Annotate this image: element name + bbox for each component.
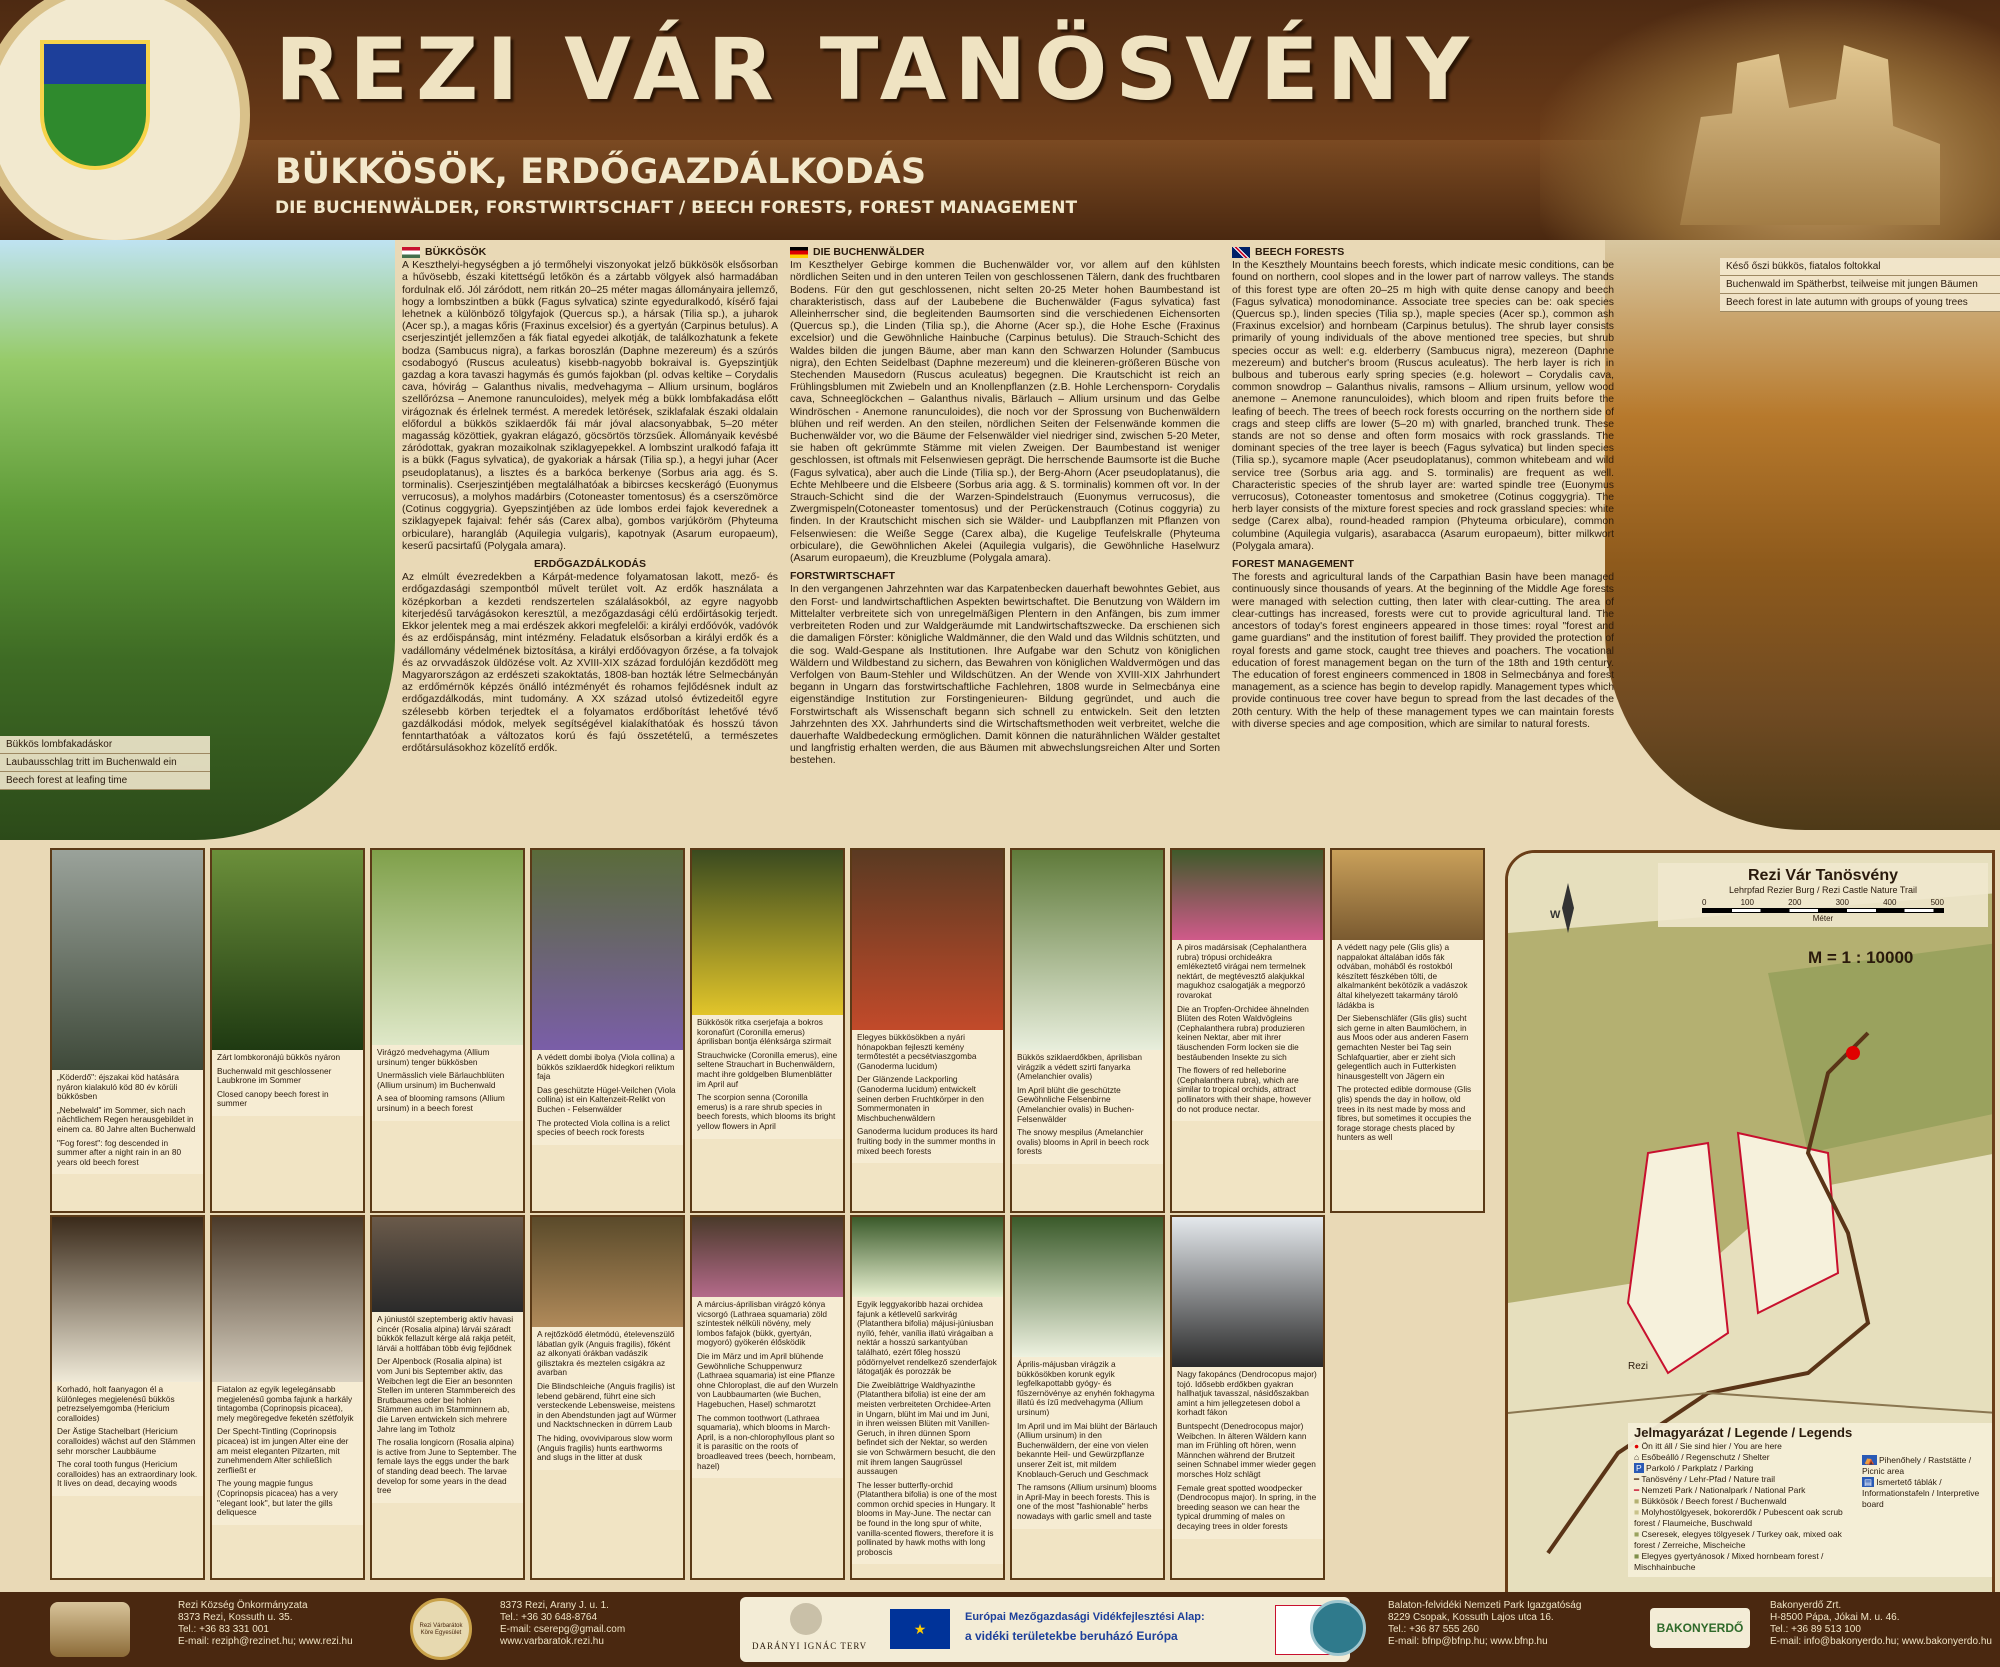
species-photo bbox=[372, 1217, 523, 1312]
sponsor-line: Tel.: +36 87 555 260 bbox=[1388, 1624, 1479, 1635]
text-column-english bbox=[1232, 246, 1614, 736]
varbaratok-logo-icon bbox=[410, 1598, 472, 1660]
species-photo bbox=[692, 1217, 843, 1297]
sponsor-line: H-8500 Pápa, Jókai M. u. 46. bbox=[1770, 1612, 1900, 1623]
varbaratok-logo-text: Rezi Várbarátok Köre Egyesület bbox=[419, 1623, 463, 1636]
caption-en: The ramsons (Allium ursinum) blooms in April-May in beech forests. This is one of the most "fashionable" herbs nowadays with garlic smell and taste bbox=[1017, 1482, 1157, 1521]
tile-caption bbox=[52, 1070, 203, 1174]
caption-de: Unermässlich viele Bärlauchblüten (Allium ursinum) im Buchenwald bbox=[377, 1070, 505, 1090]
species-photo bbox=[852, 850, 1003, 1030]
hungarian-flag-icon bbox=[402, 247, 420, 258]
legend-label: Cseresek, elegyes tölgyesek / Turkey oak, mixed oak forest / Zerreiche, Mischeiche bbox=[1634, 1529, 1842, 1550]
sponsor-bakonyerdo bbox=[1770, 1600, 1992, 1648]
legend-item-turkey-oak bbox=[1634, 1529, 1856, 1551]
sponsor-line: www.varbaratok.rezi.hu bbox=[500, 1636, 604, 1647]
text-column-german bbox=[790, 246, 1220, 773]
sponsor-line: 8373 Rezi, Kossuth u. 35. bbox=[178, 1612, 293, 1623]
species-photo bbox=[52, 1217, 203, 1382]
legend-item-beech bbox=[1634, 1496, 1856, 1507]
caption-en: The hiding, ovoviviparous slow worm (Anguis fragilis) hunts earthworms and slugs in the litter at dusk bbox=[537, 1432, 673, 1463]
tile-caption bbox=[1012, 1050, 1163, 1164]
caption-hu: Bükkös lombfakadáskor bbox=[0, 736, 210, 754]
species-photo bbox=[532, 850, 683, 1050]
caption-de: Der Alpenbock (Rosalia alpina) ist vom Juni bis September aktiv, das Weibchen legt die Eier an besonnten Stellen im unteren Stammbereich des Brutbaumes oder bei hohlen Stämmen auch im Stamminnern ab, die Larven entwickeln sich mehrere Jahre lang im Totholz bbox=[377, 1356, 516, 1434]
legend-label: Ön itt áll / Sie sind hier / You are here bbox=[1641, 1441, 1782, 1451]
caption-de: Die im März und im April blühende Gewöhnliche Schuppenwurz (Lathraea squamaria) ist eine Pflanze ohne Chloroplast, die auf den Wurzeln von Laubbaumarten (wie Buchen, Hagebuchen, Hasel) schmarotzt bbox=[697, 1350, 838, 1409]
caption-en: Female great spotted woodpecker (Dendrocopus major). In spring, in the breeding season we can hear the typical drumming of males on decaying trees in older forests bbox=[1177, 1482, 1317, 1531]
caption-hu: A március-áprilisban virágzó kónya vicsorgó (Lathraea squamaria) zöld színtestek nélküli növény, mely lombos fafajok (bükk, gyertyán, mogyoró) gyökerén élősködik bbox=[697, 1299, 828, 1348]
body-beech-forests-hu: A Keszthelyi-hegységben a jó termőhelyi viszonyokat jelző bükkösök elsősorban a hűvösebb, északi kitettségű letőkön és a zártabb völgyek alsó harmadában fordulnak elő. Jól záródott, nem ritkán 20–25 méter magas állományaira jellemző, hogy a lombszintben a bükk (Fagus sylvatica) szinte egyeduralkodó, kísérő fajai lehetnek a különböző tölgyfajok (Quercus sp.), a hársak (Tilia sp.), a juharok (Acer sp.), a magas kőris (Fraxinus excelsior) és a gyertyán (Carpinus betulus). A cserjeszintjét jellemzően a fák fiatal egyedei alkotják, de találkozhatunk a fekete bodza (Sambucus nigra), a farkas boroszlán (Daphne mezereum) és a szúrós csodabogyó (Ruscus aculeatus) kisebb-nagyobb bokraival is. Gyepszintjük gazdag a kora tavaszi hagymás és gumós fajokban (pl. odvas keltike – Corydalis cava, hóvirág – Galanthus nivalis, medvehagyma – Allium ursinum, bogláros szellőrózsa – Anemone ranunculoides), melyek még a bükk lombfakadása előtt virágoznak és érlelnek termést. A meredek letörések, sziklafalak északi oldalain előfordul a bükkös sziklaerdők fái már jóval alacsonyabbak, 5–20 méter magasság közöttiek, gyakran elágazó, göcsörtös törzsűek. Állományaik kevésbé záródottak, gyakran mozaikolnak sziklagyepekkel. A lombszint uralkodó fafaja itt is a bükk (Fagus sylvatica), de gyakoriak a hársak (Tilia sp.), a hegyi juhar (Acer pseudoplatanus), a lisztes és a barkóca berkenye (Sorbus aria agg. és S. torminalis). Cserjeszintjében megtalálhatóak a bibircses kecskerágó (Euonymus verrucosus), a molyhos madárbirs (Cotoneaster tomentosus) és a cserszömörce (Cotinus coggygria). Gyepszintjében az üde lombos erdei fajok keverednek a sziklagyepek fajaival: fehér sás (Carex alba), gombos varjúköröm (Phyteuma orbiculare), harangláb (Aquilegia vulgaris), kapotnyak (Asarum europaeum), keserű pacsirtafű (Polygala amara). bbox=[402, 260, 778, 552]
caption-de: Buchenwald im Spätherbst, teilweise mit jungen Bäumen bbox=[1720, 276, 2000, 294]
red-line-icon: ━ bbox=[1634, 1485, 1640, 1495]
daranyi-portrait-icon bbox=[790, 1603, 822, 1635]
tile-caption bbox=[692, 1297, 843, 1478]
tile-caption bbox=[852, 1297, 1003, 1564]
sponsor-line: 8229 Csopak, Kossuth Lajos utca 16. bbox=[1388, 1612, 1554, 1623]
caption-de: Laubausschlag tritt im Buchenwald ein bbox=[0, 754, 210, 772]
legend-title: Jelmagyarázat / Legende / Legends bbox=[1634, 1425, 1853, 1440]
body-forest-management-hu: Az elmúlt évezredekben a Kárpát-medence folyamatosan lakott, mező- és erdőgazdasági szempontból művelt terület volt. Az erdők használata a középkorban a kezdeti rendszertelen szálalásokból, az egyre nagyobb kiterjedésű tarvágásokon keresztül, a mezőgazdasági célú erdőirtásokig terjedt. Ekkor jelentek meg a mai erdészek akkori megfelelői: a királyi erdőóvók, vadóvók és az erdőispánság, mint intézmény. Feladatuk elsősorban a királyi erdők és a vadállomány védelmének biztosítása, a királyi erdőóvagyon őrzése, a fa tolvajok és az orvvadászok üldözése volt. Az XVIII-XIX század fordulóján kezdődött meg Magyarországon az erdészeti szakoktatás, 1808-ban hozták létre Selmecbányán az erdőmérnök képzés önálló intézményét és rohamos fejlődésnek indult az erdőgazdálkodás, mint tudomány. A XX század utolsó évtizedeitől egyre szélesebb körben terjedtek el a folyamatos erdőborítást lehetővé tévő gazdálkodási módok, melyek segítségével kialakíthatóak és hosszú távon fenntarthatóak a változatos korú és fajú összetételű, a természetes erdőtársulásokhoz közelítő erdők. bbox=[402, 572, 778, 755]
map-town-label: Rezi bbox=[1628, 1361, 1649, 1372]
scale-tick: 500 bbox=[1930, 898, 1944, 907]
body-forest-management-en: The forests and agricultural lands of the Carpathian Basin have been managed continuously since thousands of years. At the beginning of the Middle Age forests were managed with selection cutting, then later with clear-cutting. The area of clear-cuttings has increased, forests were cut to provide agricultural land. The ancestors of today's forest engineers appeared in those times: royal "forest and game guardians" and the institution of forest bailiff. They provided the protection of royal forests and game stock, caught tree thieves and poachers. The vocational education of forest management began on the turn of the 18th and 19th century. The education of forest engineers commenced in 1808 in Selmecbánya and forest management, as a science has begin to develop rapidly. Management types which provide continuous tree cover have begun to spread from the last decades of the 20th century. With the help of these management types we can maintain forests with diverse species and age composition, which are similar to natural forests. bbox=[1232, 572, 1614, 730]
caption-de: Der Siebenschläfer (Glis glis) sucht sich gerne in alten Baumlöchern, in aus Moos oder aus anderen Fasern gemachten Nester bei Tag sein Schlafquartier, aber er zieht sich gelegentlich auch in Futterkisten hinausgestellt von Jägern ein bbox=[1337, 1013, 1469, 1081]
sponsor-line: Balaton-felvidéki Nemzeti Park Igazgatóság bbox=[1388, 1600, 1582, 1611]
map-title: Rezi Vár Tanösvény bbox=[1748, 867, 1898, 884]
legend-item-board bbox=[1862, 1477, 1987, 1510]
area-swatch-icon: ■ bbox=[1634, 1529, 1640, 1539]
heading-beech-forests-en: BEECH FORESTS bbox=[1255, 246, 1345, 258]
caption-hu: Virágzó medvehagyma (Allium ursinum) tenger bükkösben bbox=[377, 1047, 490, 1067]
caption-hu: Késő őszi bükkös, fiatalos foltokkal bbox=[1720, 258, 2000, 276]
page-subtitle: BÜKKÖSÖK, ERDŐGAZDÁLKODÁS bbox=[275, 152, 927, 192]
body-forest-management-de: In den vergangenen Jahrzehnten war das Karpatenbecken dauerhaft bewohntes Gebiet, aus den Forst- und landwirtschaftlichen Aspekten bewirtschaftet. Die Benutzung von Wäldern im Mittelalter verbreitete sich von unregelmäßigen Plentern in den Anfängen, bis zum immer verbreiteten Roden und zur Waldgeräumde mit Landwirtschaftszwecke. Da erschienen sich die damaligen Förster: königliche Waldmänner, die den Wald und das Wildnis schützten, und die sog. Wald-Gespane als Institutionen. Ihre Aufgabe war den Schutz von königlichen Wäldern und Wildbestand zu sichern, das Bewahren von königlichen Waldvermögen und das Verfolgen von Baum-Stehler und Wildschützen. An der Wende von XVIII-XIX Jahrhundert begann in Ungarn das forstwirtschaftliche Fachlehren, 1808 wurde in Selmecbánya eine eigenständige Institution zur Forstingenieuren- Bildung gegründet, und auch die Forstwirtschaft als Wissenschaft begann sich schnell zu entwickeln. Seit den letzten Jahrzehnten des XX. Jahrhunderts sind die Wirtschaftsmethoden weit verbreitet, welche die dauerhafte Waldbedeckung ermöglichen. Damit können die naturähnlichen Wälder gestaltet und langfristig erhalten werden, die aus Bäumen mit abwechslungsreichen Alter und Sorten bestehen. bbox=[790, 584, 1220, 767]
caption-hu: Nagy fakopáncs (Dendrocopus major) tojó. Idősebb erdőkben gyakran hallhatjuk tavasszal, násidőszakban amint a him jellegzetesen dobol a korhadt fákon bbox=[1177, 1369, 1317, 1418]
parking-icon: P bbox=[1636, 1463, 1642, 1473]
caption-hu: A júniustól szeptemberig aktív havasi cincér (Rosalia alpina) lárvái száradt bükkök fellazult kérge alá rakja petéit, lárvái a holtfában több évig fejlődnek bbox=[377, 1314, 516, 1353]
caption-hu: Április-májusban virágzik a bükkösökben korunk egyik legfelkapottabb gyógy- és fűszernövénye az enyhén fokhagyma illatú és ízű medvehagyma (Allium ursinum) bbox=[1017, 1359, 1155, 1417]
legend-item-you-are-here bbox=[1634, 1441, 1856, 1452]
legend-label: Bükkösök / Beech forest / Buchenwald bbox=[1641, 1496, 1787, 1506]
caption-en: The protected Viola collina is a relict species of beech rock forests bbox=[537, 1117, 670, 1138]
legend-label: Esőbeálló / Regenschutz / Shelter bbox=[1641, 1452, 1770, 1462]
species-photo bbox=[852, 1217, 1003, 1297]
caption-hu: A piros madársisak (Cephalanthera rubra) trópusi orchideákra emlékeztető virágai nem termelnek nektárt, de megtévesztő alakjukkal magukhoz csalogatják a megporzó rovarokat bbox=[1177, 942, 1307, 1000]
sponsor-line: 8373 Rezi, Arany J. u. 1. bbox=[500, 1600, 609, 1611]
caption-de: Buchenwald mit geschlossener Laubkrone im Sommer bbox=[217, 1065, 332, 1086]
bakonyerdo-logo: BAKONYERDŐ bbox=[1650, 1608, 1750, 1648]
sponsor-rezi-municipality bbox=[178, 1600, 353, 1648]
caption-en: The young magpie fungus (Coprinopsis picacea) has a very "elegant look", but later the gills deliquesce bbox=[217, 1478, 338, 1518]
scale-tick: 400 bbox=[1883, 898, 1897, 907]
map-scale-bar bbox=[1702, 908, 1944, 913]
legend-column-right bbox=[1862, 1441, 1987, 1573]
tile-caption bbox=[212, 1050, 363, 1116]
caption-en: Beech forest in late autumn with groups of young trees bbox=[1720, 294, 2000, 312]
species-photo bbox=[1172, 1217, 1323, 1367]
caption-en: The protected edible dormouse (Glis glis) spends the day in hollow, old trees in its nest made by moss and fibres, but sometimes it occupies the forage storage chests placed by hunters as well bbox=[1337, 1084, 1472, 1143]
caption-hu: Elegyes bükkösökben a nyári hónapokban fejleszti kemény termőtestét a pecsétviaszgomba (Ganoderma lucidum) bbox=[857, 1032, 977, 1071]
tile-caption bbox=[372, 1312, 523, 1503]
legend-label: Nemzeti Park / Nationalpark / National Park bbox=[1641, 1485, 1806, 1495]
sponsor-varbaratok bbox=[500, 1600, 625, 1648]
heading-beech-forests-hu: BÜKKÖSÖK bbox=[425, 246, 487, 258]
legend-item-pubescent-oak bbox=[1634, 1507, 1856, 1529]
bfnp-logo-icon bbox=[1310, 1600, 1366, 1656]
german-flag-icon bbox=[790, 247, 808, 258]
caption-en: The coral tooth fungus (Hericium coralloides) has an extraordinary look. It lives on dead, decaying woods bbox=[57, 1459, 198, 1489]
photo-tile bbox=[1170, 848, 1325, 1213]
scale-tick: 100 bbox=[1740, 898, 1754, 907]
species-photo bbox=[692, 850, 843, 1015]
eu-funding-box bbox=[740, 1597, 1350, 1662]
map-scale-ticks bbox=[1702, 898, 1944, 907]
caption-hu: Fiatalon az egyik legelegánsabb megjelenésű gomba fajunk a harkály tintagomba (Coprinopsis picacea), mely megöregedve feketén szétfolyik bbox=[217, 1384, 354, 1423]
red-dot-icon: ● bbox=[1634, 1441, 1640, 1451]
caption-hu: A védett dombi ibolya (Viola collina) a bükkös sziklaerdők hidegkori reliktum faja bbox=[537, 1052, 675, 1082]
caption-de: Das geschützte Hügel-Veilchen (Viola collina) ist ein Kaltenzeit-Relikt von Buchen - Felsenwälder bbox=[537, 1084, 676, 1114]
caption-de: Die an Tropfen-Orchidee ähnelnden Blüten des Roten Waldvögleins (Cephalanthera rubra) produzieren keinen Nektar, aber mit ihrer täuschenden Form locken sie die bestäubenden Insekte zu sich bbox=[1177, 1003, 1309, 1062]
legend-label: Pihenőhely / Raststätte / Picnic area bbox=[1862, 1455, 1972, 1476]
sponsor-line: E-mail: bfnp@bfnp.hu; www.bfnp.hu bbox=[1388, 1636, 1548, 1647]
heading-forest-management-en: FOREST MANAGEMENT bbox=[1232, 558, 1354, 571]
sponsors-footer bbox=[0, 1592, 2000, 1667]
tile-caption bbox=[692, 1015, 843, 1139]
species-photo bbox=[1012, 850, 1163, 1050]
species-photo bbox=[372, 850, 523, 1045]
caption-de: „Nebelwald" im Sommer, sich nach nächtlichem Regen herausgebildet in einem ca. 80 Jahre alten Buchenwald bbox=[57, 1104, 196, 1134]
compass-label: W bbox=[1550, 909, 1561, 921]
caption-de: Der Glänzende Lackporling (Ganoderma lucidum) entwickelt seinen derben Fruchtkörper in den Sommermonaten in Mischbuchenwäldern bbox=[857, 1074, 984, 1123]
legend-column-left bbox=[1634, 1441, 1856, 1573]
eu-flag-icon: ★ bbox=[890, 1609, 950, 1649]
species-photo bbox=[212, 1217, 363, 1382]
caption-en: The lesser butterfly-orchid (Platanthera bifolia) is one of the most common orchid species in Hungary. It blooms in May-June. The nectar can be found in the long spur of white, vanilla-scented flowers, therefore it is pollinated by hawk moths with long proboscis bbox=[857, 1479, 997, 1557]
legend-label: Ismertető táblák / Informationstafeln / Interpretive board bbox=[1862, 1477, 1980, 1509]
caption-hu: Zárt lombkoronájú bükkös nyáron bbox=[217, 1052, 341, 1062]
species-photo bbox=[52, 850, 203, 1070]
left-photo-caption bbox=[0, 736, 210, 790]
legend-item-parking bbox=[1634, 1463, 1856, 1474]
right-photo-caption bbox=[1720, 258, 2000, 312]
legend-item-shelter bbox=[1634, 1452, 1856, 1463]
sponsor-line: Tel.: +36 30 648-8764 bbox=[500, 1612, 598, 1623]
scale-tick: 0 bbox=[1702, 898, 1707, 907]
body-beech-forests-en: In the Keszthely Mountains beech forests, which indicate mesic conditions, can be found on northern, cool slopes and in the lower part of narrow valleys. The stands of this forest type are often 20–25 m high with quite dense canopy and beech (Fagus sylvatica) monodominance. Associate tree species can be: oak species (Quercus sp.), linden species (Tilia sp.), maple species (Acer sp.), common ash (Fraxinus excelsior) and hornbeam (Carpinus betulus). The shrub layer consists primarily of young individuals of the above mentioned tree species, but shrub species occur as well: e.g. elderberry (Sambucus nigra), mezereon (Daphne mezereum) and butcher's broom (Ruscus aculeatus). The herb layer is rich in bulbous and tuberous early spring species (e.g. holewort – Corydalis cava, common snowdrop – Galanthus nivalis, ramsons – Allium ursinum, yellow wood anemone – Anemone ranunculoides), which bloom and ripen fruits before the leafing of beech. The trees of beech rock forests occurring on the northern side of crags and steep cliffs are lower (5–20 m) with gnarled, branched trunk. These stands are not so dense and often form mosaics with rock grasslands. The dominant species of the tree layer is beech (Fagus sylvatica) but linden species (Tilia sp.), sycamore maple (Acer pseudoplatanus), common whitebeam and wild service tree (Sorbus aria agg. and S. torminalis) are frequent as well. Characteristic species of the shrub layer are: warted spindle tree (Euonymus verrucosus), Cotoneaster tomentosus and smoketree (Cotinus coggygria). The herb layer consists of the mixture forest species and rock grassland species: white sedge (Carex alba), round-headed rampion (Phyteuma orbiculare), common columbine (Aquilegia vulgaris), asarabacca (Asarum europaeum), bitter milkwort (Polygala amara). bbox=[1232, 260, 1614, 552]
caption-hu: A védett nagy pele (Glis glis) a nappalokat általában idős fák odvában, moháből és rostokból készített fészkében tölti, de alkalmanként bekötözik a vadászok által kihelyezett takarmány tároló ládákba is bbox=[1337, 942, 1468, 1010]
legend-item-trail bbox=[1634, 1474, 1856, 1485]
photo-tile bbox=[690, 848, 845, 1213]
shelter-icon: ⌂ bbox=[1634, 1452, 1640, 1462]
caption-en: The snowy mespilus (Amelanchier ovalis) blooms in April in beech rock forests bbox=[1017, 1127, 1149, 1157]
legend-label: Elegyes gyertyánosok / Mixed hornbeam forest / Mischhainbuche bbox=[1634, 1551, 1824, 1572]
caption-de: Die Blindschleiche (Anguis fragilis) ist lebend gebärend, führt eine sich versteckende Lebensweise, meistens in den Abendstunden jagt auf Würmer und Nacktschnecken in dürrem Laub bbox=[537, 1380, 677, 1430]
caption-hu: Bükkösök ritka cserjefaja a bokros koronafürt (Coronilla emerus) áprilisban bontja élénksárga szirmait bbox=[697, 1017, 832, 1047]
caption-de: Buntspecht (Denedrocopus major) Weibchen. In älteren Wäldern kann man im Frühling oft hören, wenn Männchen während der Brutzeit seinen Schnabel immer wieder gegen morsches Holz schlägt bbox=[1177, 1420, 1316, 1479]
caption-hu: Bükkös sziklaerdőkben, áprilisban virágzik a védett szirti fanyarka (Amelanchier ovalis) bbox=[1017, 1052, 1142, 1082]
rezi-castle-logo-icon bbox=[50, 1602, 130, 1657]
tile-caption bbox=[852, 1030, 1003, 1163]
map-subtitle: Lehrpfad Rezier Burg / Rezi Castle Nature Trail bbox=[1728, 885, 1918, 895]
photo-tile bbox=[210, 848, 365, 1213]
sponsor-line: E-mail: cserepg@gmail.com bbox=[500, 1624, 626, 1635]
caption-de: Im April und im Mai blüht der Bärlauch (Allium ursinum) in den Buchenwäldern, der eine von vielen bekannte Heil- und Gewürzpflanze unserer Zeit ist, mit mildem Knoblauch-Geruch und Geschmack bbox=[1017, 1420, 1158, 1479]
photo-tile bbox=[530, 848, 685, 1213]
photo-tile bbox=[370, 1215, 525, 1580]
heading-forest-management-de: FORSTWIRTSCHAFT bbox=[790, 570, 895, 583]
map-legend bbox=[1628, 1423, 1993, 1577]
legend-item-national-park bbox=[1634, 1485, 1856, 1496]
caption-en: The rosalia longicorn (Rosalia alpina) is active from June to September. The female lays the eggs under the bark of standing dead beech. The larvae develop for some years in the dead tree bbox=[377, 1437, 517, 1496]
scale-tick: 200 bbox=[1788, 898, 1802, 907]
trail-map bbox=[1505, 850, 1995, 1595]
uk-flag-icon bbox=[1232, 247, 1250, 258]
photo-tile bbox=[50, 1215, 205, 1580]
legend-item-picnic bbox=[1862, 1455, 1987, 1477]
sponsor-line: E-mail: reziph@rezinet.hu; www.rezi.hu bbox=[178, 1636, 353, 1647]
species-photo bbox=[212, 850, 363, 1050]
caption-en: Ganoderma lucidum produces its hard fruiting body in the summer months in mixed beech forests bbox=[857, 1126, 998, 1156]
photo-tile bbox=[850, 848, 1005, 1213]
tile-caption bbox=[1172, 940, 1323, 1121]
legend-label: Tanösvény / Lehr-Pfad / Nature trail bbox=[1641, 1474, 1776, 1484]
tile-caption bbox=[1172, 1367, 1323, 1539]
species-photo bbox=[1172, 850, 1323, 940]
tile-caption bbox=[1012, 1357, 1163, 1529]
caption-hu: Egyik leggyakoribb hazai orchidea fajunk a kétlevelű sarkvirág (Platanthera bifolia) májusi-júniusban nyíló, fehér, vanília illatú virágaiban a nektár a hosszú sarkantyúban található, ezért főleg hosszú pödörnyelvet rendelkező szenderfajok látogatják és porozzák be bbox=[857, 1299, 997, 1377]
heading-beech-forests-de: DIE BUCHENWÄLDER bbox=[813, 246, 925, 258]
species-photo bbox=[1012, 1217, 1163, 1357]
tile-caption bbox=[1332, 940, 1483, 1150]
legend-label: Molyhostölgyesek, bokorerdők / Pubescent oak scrub forest / Flaumeiche, Buschwald bbox=[1634, 1507, 1843, 1528]
species-photo bbox=[532, 1217, 683, 1327]
caption-en: Beech forest at leafing time bbox=[0, 772, 210, 790]
map-scale-unit: Méter bbox=[1812, 914, 1834, 923]
area-swatch-icon: ■ bbox=[1634, 1496, 1640, 1506]
caption-hu: Korhadó, holt faanyagon él a különleges megjelenésű bükkös petrezselyemgomba (Hericium coralloides) bbox=[57, 1384, 175, 1423]
page-title: REZI VÁR TANÖSVÉNY bbox=[275, 20, 1477, 120]
caption-en: The common toothwort (Lathraea squamaria), which blooms in March-April, is a non-chlorophyllous plant so it is parasitic on the roots of broadleaved trees (beech, hornbeam, hazel) bbox=[697, 1412, 836, 1471]
sponsor-line: Tel.: +36 89 513 100 bbox=[1770, 1624, 1861, 1635]
eu-fund-subtitle: a vidéki területekbe beruházó Európa bbox=[965, 1629, 1178, 1643]
caption-en: The scorpion senna (Coronilla emerus) is a rare shrub species in beech forests, which blooms its bright yellow flowers in April bbox=[697, 1092, 836, 1131]
caption-de: Strauchwicke (Coronilla emerus), eine seltene Strauchart in Buchenwäldern, macht ihre goldgelben Blumenblätter im April auf bbox=[697, 1049, 838, 1089]
sponsor-bfnp bbox=[1388, 1600, 1581, 1648]
legend-item-hornbeam bbox=[1634, 1551, 1856, 1573]
heading-forest-management-hu: ERDŐGAZDÁLKODÁS bbox=[534, 558, 646, 571]
tile-caption bbox=[532, 1327, 683, 1470]
area-swatch-icon: ■ bbox=[1634, 1507, 1640, 1517]
caption-de: Die Zweiblättrige Waldhyazinthe (Platanthera bifolia) ist eine der am meisten verbreiteten Orchidee-Arten in Ungarn, blüht im Mai und im Juni, in ihren weissen Blüten mit Vanillen-Geruch, in ihren dünnen Sporn befindet sich der Nektar, so werden sie von Schwärmern besucht, die den mit ihrem langen Saugrüssel aussaugen bbox=[857, 1379, 996, 1477]
photo-tile bbox=[530, 1215, 685, 1580]
scale-tick: 300 bbox=[1835, 898, 1849, 907]
caption-en: A sea of blooming ramsons (Allium ursinum) in a beech forest bbox=[377, 1093, 505, 1113]
beech-forest-autumn-photo bbox=[1605, 240, 2000, 830]
caption-en: "Fog forest": fog descended in summer after a night rain in an 80 years old beech forest bbox=[57, 1137, 182, 1167]
daranyi-logo-text: DARÁNYI IGNÁC TERV bbox=[752, 1641, 868, 1651]
body-beech-forests-de: Im Keszthelyer Gebirge kommen die Buchenwälder vor, vor allem auf den kühlsten nördlichen Seiten und in den unteren Teilen von geschlossenen Tälern, dank des fruchtbaren Bodens. Für den gut geschlossenen, nicht selten 20-25 Meter hohen Baumbestand ist charakteristisch, dass auf der Laubebene die Buchenwälder (Fagus sylvatica) fast Alleinherrscher sind, die begleitenden Baumsorten sind die verschiedenen Eichensorten (Quercus sp.), die Linden (Tilia sp.), die Ahorne (Acer sp.), die Hohe Esche (Fraxinus excelsior) und die Gewöhnliche Hainbuche (Carpinus betulus). Die Strauch-Schicht des Waldes bilden die jungen Bäume, aber man kann den Schwarzen Holunder (Sambucus nigra), den Echten Seidelbast (Daphne mezereum) und die kleineren-größeren Büsche von Stechenden Mausedorn (Ruscus aculeatus) begegnen. Die Krautschicht ist reich an Frühlingsblumen mit Zwiebeln und an Knollenpflanzen (z.B. Hohle Lerchensporn- Corydalis cava, Schneeglöckchen – Galanthus nivalis, Bärlauch – Allium ursinum und das Gelbe Windröschen - Anemone ranunculoides), die noch vor der Sprossung von Buchenwäldern blühen und reif werden. An den steilen, nördlichen Seiten der Felsenwände kommen die Buchenwälder vor, wo die Bäume der Felsenwälder viel niedriger sind, zwischen 5-20 Meter, sie haben oft gekrümmte Stämme mit vielen Zweigen. Der Baumbestand ist weniger geschlossen, ist oftmals mit Felsenwiesen geprägt. Die herrschende Baumsorte ist die Buche (Fagus sylvatica), aber auch die Linde (Tilia sp.), der Berg-Ahorn (Acer pseudoplatanus), die Echte Mehlbeere und die Elsbeere (Sorbus aria agg. & S. torminalis) kommen oft vor. In der Strauch-Schicht sind die der Warzen-Spindelstrauch (Euonymus verrucosus), die Zwergmispeln(Cotoneaster tomentosus) und der Perückenstrauch (Cotinus coggyria) zu finden. In der Krautschicht mischen sich sie Wälder- und Laubpflanzen mit Pflanzen von Felsenwiesen: die Weiße Segge (Carex alba), die Kugelige Teufelskralle (Phyteuma orbiculare), die Gewöhnlichen Akelei (Aquilegia vulgaris), die Gewöhnliche Haselwurz (Asarum europaeum), die Kreuzblume (Polygala amara). bbox=[790, 260, 1220, 565]
photo-tile bbox=[690, 1215, 845, 1580]
photo-tile bbox=[370, 848, 525, 1213]
caption-de: Im April blüht die geschützte Gewöhnliche Felsenbirne (Amelanchier ovalis) in Buchen-Felsenwälder bbox=[1017, 1084, 1135, 1124]
tile-caption bbox=[372, 1045, 523, 1121]
photo-tile bbox=[50, 848, 205, 1213]
photo-tile bbox=[850, 1215, 1005, 1580]
sponsor-line: Tel.: +36 83 331 001 bbox=[178, 1624, 269, 1635]
tile-caption bbox=[212, 1382, 363, 1525]
page-subtitle-translations: DIE BUCHENWÄLDER, FORSTWIRTSCHAFT / BEECH FORESTS, FOREST MANAGEMENT bbox=[275, 198, 1078, 218]
sponsor-line: Rezi Község Önkormányzata bbox=[178, 1600, 308, 1611]
caption-de: Der Ästige Stachelbart (Hericium coralloides) wächst auf den Stämmen sehr morscher Laubbäume bbox=[57, 1426, 196, 1456]
photo-tile bbox=[1330, 848, 1485, 1213]
caption-en: The flowers of red helleborine (Cephalanthera rubra), which are similar to tropical orchids, attract pollinators with their shape, however do not produce nectar. bbox=[1177, 1065, 1312, 1114]
map-title-box bbox=[1658, 863, 1988, 927]
photo-tile bbox=[1010, 1215, 1165, 1580]
tile-caption bbox=[52, 1382, 203, 1496]
sponsor-line: E-mail: info@bakonyerdo.hu; www.bakonyerdo.hu bbox=[1770, 1636, 1992, 1647]
tile-caption bbox=[532, 1050, 683, 1145]
you-are-here-marker bbox=[1846, 1046, 1860, 1060]
eu-fund-title: Európai Mezőgazdasági Vidékfejlesztési Alap: bbox=[965, 1611, 1205, 1623]
picnic-icon: ⛺ bbox=[1864, 1455, 1875, 1465]
caption-hu: „Köderdő": éjszakai köd hatására nyáron kialakuló köd 80 év körüli bükkösben bbox=[57, 1072, 179, 1102]
trail-line-icon: ━ bbox=[1634, 1474, 1640, 1484]
sponsor-line: Bakonyerdő Zrt. bbox=[1770, 1600, 1842, 1611]
text-column-hungarian bbox=[402, 246, 778, 760]
map-scale-ratio: M = 1 : 10000 bbox=[1808, 948, 1914, 967]
caption-de: Der Specht-Tintling (Coprinopsis picacea) ist im jungen Alter eine der am meist eleganten Pilzarten, mit zunehmendem Alter schließlich zerfließt er bbox=[217, 1426, 349, 1475]
photo-tile bbox=[1010, 848, 1165, 1213]
info-board-icon: ▤ bbox=[1864, 1477, 1873, 1487]
species-photo bbox=[1332, 850, 1483, 940]
caption-en: Closed canopy beech forest in summer bbox=[217, 1088, 329, 1109]
caption-hu: A rejtőzködő életmódú, ételevenszülő lábatlan gyík (Anguis fragilis), főként az alkonyati órákban vadászik gilisztakra és meztelen csigákra az avarban bbox=[537, 1329, 675, 1378]
area-swatch-icon: ■ bbox=[1634, 1551, 1640, 1561]
legend-label: Parkoló / Parkplatz / Parking bbox=[1646, 1463, 1754, 1473]
photo-tile bbox=[1170, 1215, 1325, 1580]
photo-tile bbox=[210, 1215, 365, 1580]
coat-of-arms-castle-icon bbox=[44, 44, 146, 84]
